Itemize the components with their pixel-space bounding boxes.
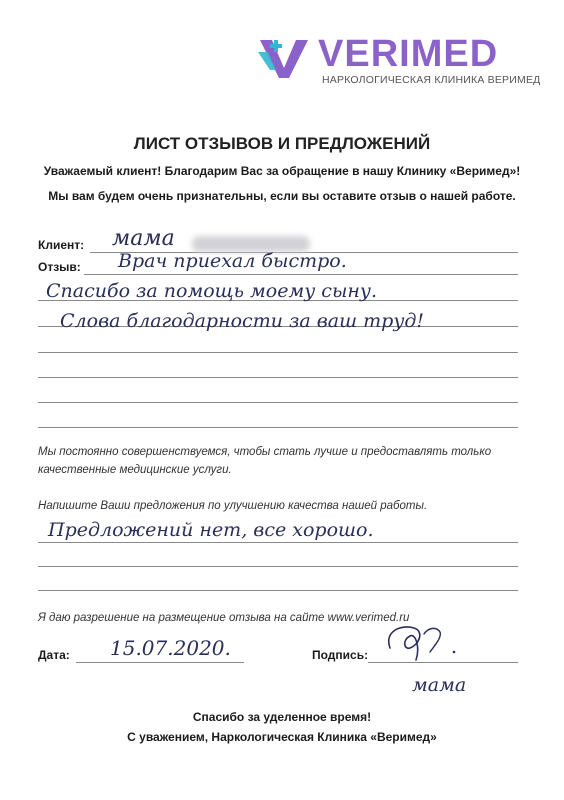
date-line (76, 662, 244, 663)
review-line-1 (84, 274, 518, 275)
signer-handwriting: мама (412, 674, 467, 696)
review-handwriting-3: Слова благодарности за ваш труд! (60, 310, 425, 332)
improvement-note-1: Мы постоянно совершенствуемся, чтобы стать лучше и предоставлять только (38, 446, 492, 458)
review-line-4 (38, 352, 518, 353)
review-line-7 (38, 427, 518, 428)
client-handwriting: мама (112, 226, 175, 251)
footer-thanks: Спасибо за уделенное время! (192, 710, 372, 724)
review-handwriting-2: Спасибо за помощь моему сыну. (46, 280, 377, 302)
review-line-6 (38, 402, 518, 403)
suggestion-line-1 (38, 542, 518, 543)
brand-subtitle: НАРКОЛОГИЧЕСКАЯ КЛИНИКА ВЕРИМЕД (322, 74, 541, 86)
footer-regards: С уважением, Наркологическая Клиника «Веримед» (127, 730, 437, 744)
review-line-5 (38, 377, 518, 378)
greeting-line-2: Мы вам будем очень признательны, если вы оставите отзыв о нашей работе. (48, 189, 516, 203)
review-handwriting-1: Врач приехал быстро. (118, 250, 347, 272)
signature-scribble (380, 618, 460, 664)
review-label: Отзыв: (38, 260, 81, 274)
greeting-line-1: Уважаемый клиент! Благодарим Вас за обращение в нашу Клинику «Веримед»! (43, 164, 521, 178)
permission-text: Я даю разрешение на размещение отзыва на сайте www.verimed.ru (38, 612, 410, 624)
client-label: Клиент: (38, 238, 85, 252)
suggestions-prompt: Напишите Ваши предложения по улучшению качества нашей работы. (38, 500, 428, 512)
date-handwriting: 15.07.2020. (110, 636, 231, 660)
improvement-note-2: качественные медицинские услуги. (38, 464, 232, 476)
brand-name: VERIMED (318, 33, 499, 75)
form-title: ЛИСТ ОТЗЫВОВ И ПРЕДЛОЖЕНИЙ (133, 134, 431, 153)
date-label: Дата: (38, 648, 70, 662)
suggestion-line-2 (38, 566, 518, 567)
suggestion-handwriting: Предложений нет, все хорошо. (48, 519, 374, 541)
signature-label: Подпись: (312, 648, 369, 662)
suggestion-line-3 (38, 590, 518, 591)
verimed-logo-icon (256, 34, 312, 80)
